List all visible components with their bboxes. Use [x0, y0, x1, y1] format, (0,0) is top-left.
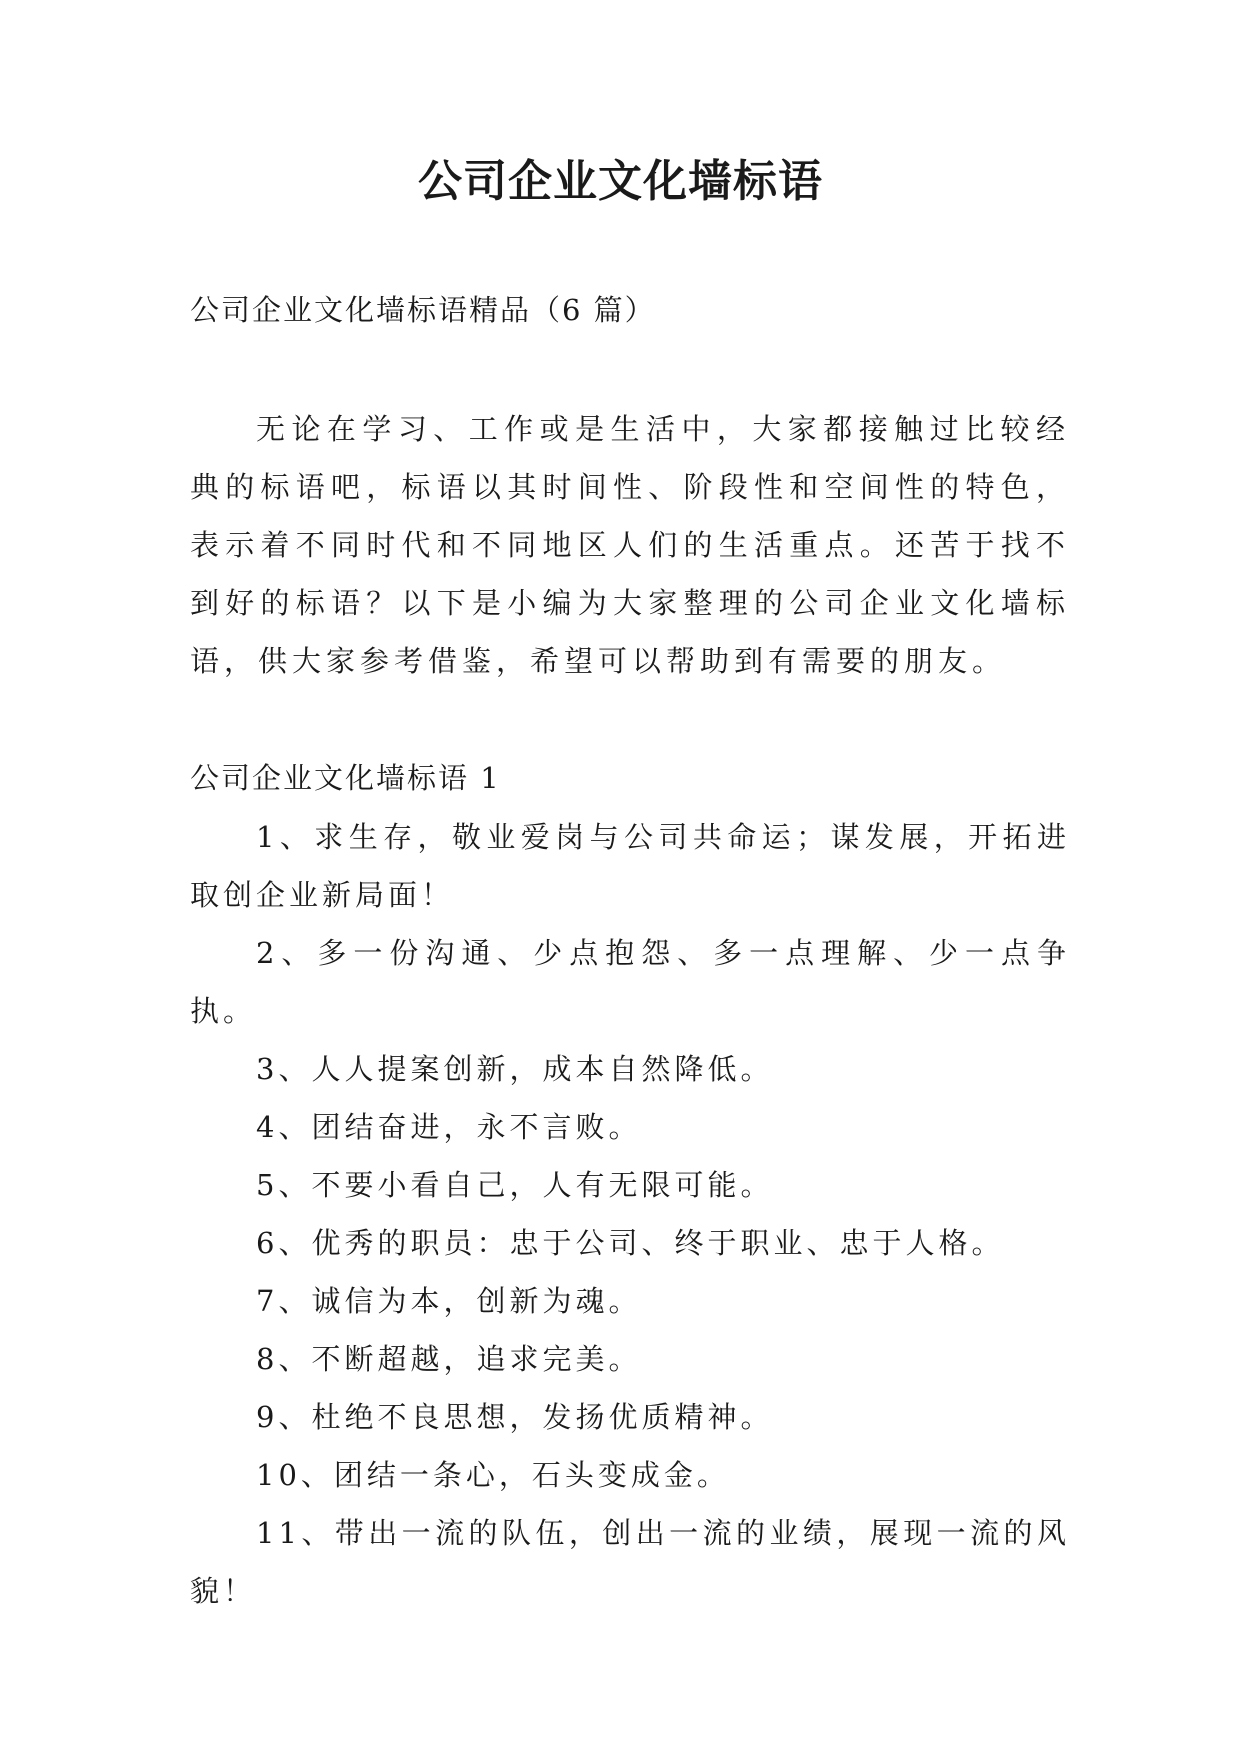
document-title: 公司企业文化墙标语	[418, 156, 823, 207]
slogan-item: 1、求生存，敬业爱岗与公司共命运；谋发展，开拓进取创企业新局面！	[190, 820, 1070, 912]
intro-paragraph: 无论在学习、工作或是生活中，大家都接触过比较经典的标语吧，标语以其时间性、阶段性和空间性的特色，表示着不同时代和不同地区人们的生活重点。还苦于找不到好的标语？以下是小编为大家整理的公司企业文化墙标语，供大家参考借鉴，希望可以帮助到有需要的朋友。	[190, 412, 1070, 678]
slogan-item: 5、不要小看自己，人有无限可能。	[256, 1168, 774, 1202]
slogan-item: 4、团结奋进，永不言败。	[256, 1110, 642, 1144]
section-heading: 公司企业文化墙标语 1	[190, 761, 501, 795]
slogan-item: 11、带出一流的队伍，创出一流的业绩，展现一流的风貌！	[190, 1516, 1070, 1608]
document-subtitle: 公司企业文化墙标语精品（6 篇）	[190, 293, 656, 327]
slogan-list	[190, 808, 1070, 1620]
slogan-item: 8、不断超越，追求完美。	[256, 1342, 642, 1376]
slogan-item: 6、优秀的职员：忠于公司、终于职业、忠于人格。	[256, 1226, 1005, 1260]
slogan-item: 3、人人提案创新，成本自然降低。	[256, 1052, 774, 1086]
slogan-item: 7、诚信为本，创新为魂。	[256, 1284, 642, 1318]
slogan-item: 2、多一份沟通、少点抱怨、多一点理解、少一点争执。	[190, 936, 1070, 1028]
slogan-item: 10、团结一条心，石头变成金。	[256, 1458, 730, 1492]
slogan-item: 9、杜绝不良思想，发扬优质精神。	[256, 1400, 774, 1434]
